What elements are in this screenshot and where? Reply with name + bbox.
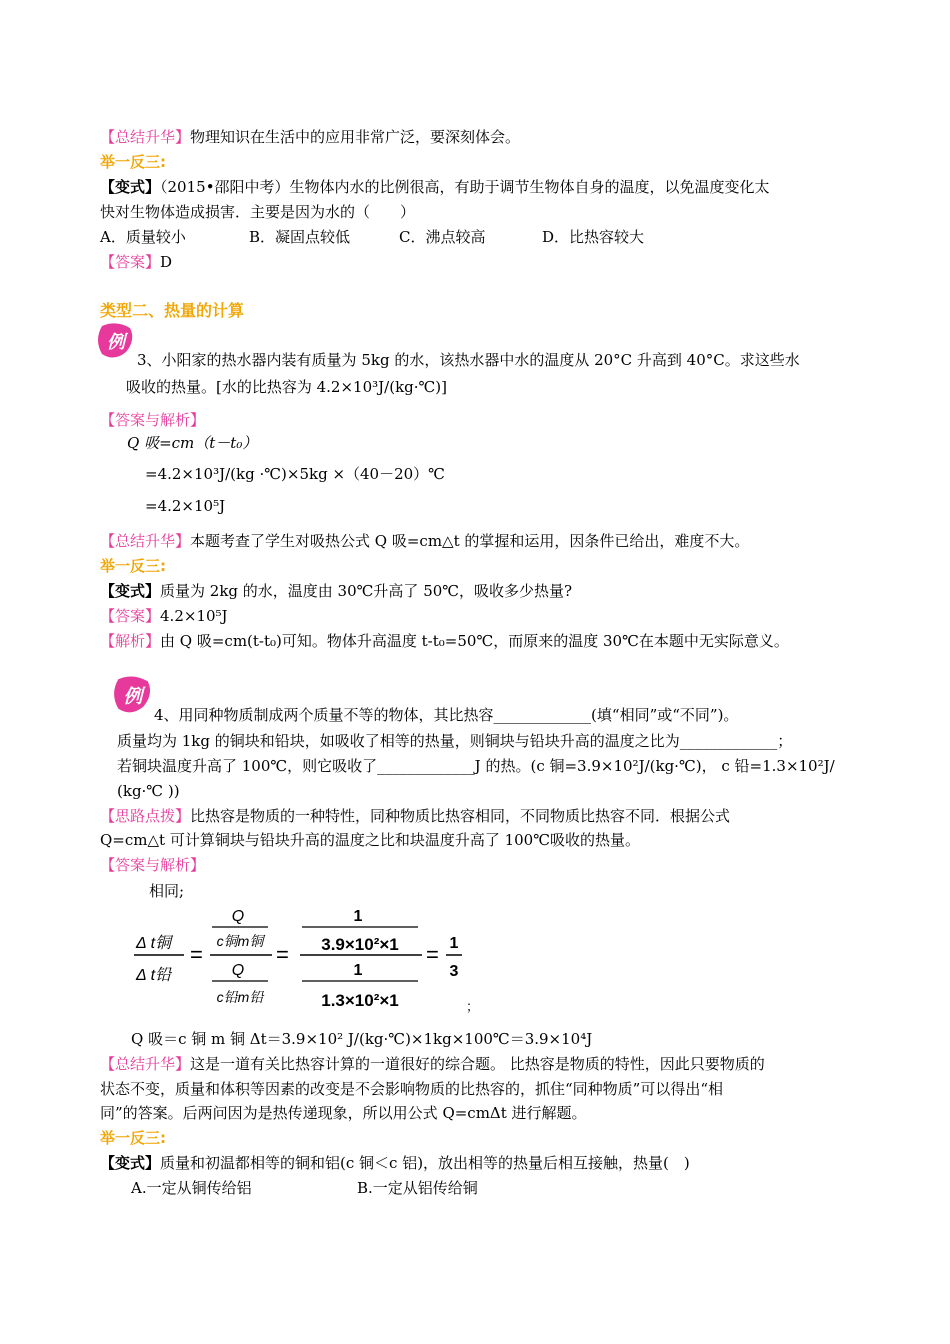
denominator-lead: 1.3×10²×1 xyxy=(321,991,399,1010)
options-row xyxy=(100,227,645,247)
variant-tag: 【变式】 xyxy=(100,582,161,600)
ex4-variant xyxy=(100,1153,690,1173)
hint-tag: 【思路点拨】 xyxy=(100,807,191,825)
juyi-heading: 举一反三: xyxy=(100,557,166,575)
c-m-lead: c铅m铅 xyxy=(216,989,264,1005)
answer-tag: 【答案】 xyxy=(100,607,161,625)
variant-tag: 【变式】 xyxy=(100,178,161,196)
denominator-copper: 3.9×10²×1 xyxy=(321,935,399,954)
ex4-answer-tag: 【答案与解析】 xyxy=(100,856,206,874)
variant-line-2: 快对生物体造成损害．主要是因为水的（ ） xyxy=(100,203,416,221)
ex3-summary xyxy=(100,531,749,551)
ex3-eq-2: =4.2×10³J/(kg ·℃)×5kg ×（40－20）℃ xyxy=(145,465,445,483)
variant-text: 质量和初温都相等的铜和铝(c 铜＜c 铝)，放出相等的热量后相互接触，热量( ) xyxy=(160,1154,690,1172)
c-m-copper: c铜m铜 xyxy=(216,933,264,949)
ex4-summary xyxy=(100,1054,765,1074)
delta-t-copper: Δ t铜 xyxy=(136,935,172,952)
variant-text: （2015•邵阳中考）生物体内水的比例很高，有助于调节生物体自身的温度，以免温度变化太 xyxy=(160,178,770,196)
analysis-tag: 【解析】 xyxy=(100,632,161,650)
ex4-summary-3: 同”的答案。后两问因为是热传递现象，所以用公式 Q=cmΔt 进行解题。 xyxy=(100,1104,587,1122)
option-a: A．质量较小 xyxy=(100,228,186,246)
svg-text:例: 例 xyxy=(107,332,125,353)
ex3-line-2: 吸收的热量。[水的比热容为 4.2×10³J/(kg·℃)] xyxy=(126,378,448,396)
svg-text:例: 例 xyxy=(123,685,143,708)
result-numerator: 1 xyxy=(449,935,459,952)
hint-text: 比热容是物质的一种特性，同种物质比热容相同，不同物质比热容不同．根据公式 xyxy=(190,807,731,825)
ex3-line-1: 3、小阳家的热水器内装有质量为 5kg 的水，该热水器中水的温度从 20°C 升高到 40°C。求这些水 xyxy=(137,351,800,369)
ex4-line-3: 若铜块温度升高了 100℃，则它吸收了_____________J 的热。(c 铜=3.9×10²J/(kg·℃)， c 铅=1.3×10²J/ xyxy=(117,757,835,775)
svg-text:=: = xyxy=(190,942,203,967)
ex3-variant xyxy=(100,581,572,601)
juyi-heading: 举一反三: xyxy=(100,1129,166,1147)
option-d: D．比热容较大 xyxy=(542,228,645,246)
example-badge-icon xyxy=(96,322,136,362)
answer-line xyxy=(100,252,172,272)
result-denominator: 3 xyxy=(449,963,459,980)
summary-tag: 【总结升华】 xyxy=(100,128,191,146)
ex4-option-b: B.一定从铝传给铜 xyxy=(357,1179,478,1197)
summary-text: 物理知识在生活中的应用非常广泛，要深刻体会。 xyxy=(190,128,521,146)
ex3-answer xyxy=(100,606,228,626)
ex4-option-a: A.一定从铜传给铝 xyxy=(131,1179,252,1197)
answer-text: 4.2×10⁵J xyxy=(160,607,228,625)
option-c: C．沸点较高 xyxy=(399,228,486,246)
ex4-hint-2: Q=cm△t 可计算铜块与铅块升高的温度之比和块温度升高了 100℃吸收的热量。 xyxy=(100,831,641,849)
variant-text: 质量为 2kg 的水，温度由 30℃升高了 50℃，吸收多少热量? xyxy=(160,582,573,600)
ex4-line-1: 4、用同种物质制成两个质量不等的物体，其比热容_____________(填“相同”或“不同”)。 xyxy=(154,706,739,724)
juyi-heading: 举一反三: xyxy=(100,153,166,171)
summary-tag: 【总结升华】 xyxy=(100,1055,191,1073)
summary-text: 本题考查了学生对吸热公式 Q 吸=cm△t 的掌握和运用，因条件已给出，难度不大。 xyxy=(190,532,750,550)
variant-line xyxy=(100,177,770,197)
section-title: 类型二、热量的计算 xyxy=(100,301,245,320)
answer-text: D xyxy=(160,253,173,271)
summary-tag: 【总结升华】 xyxy=(100,532,191,550)
svg-text:=: = xyxy=(426,942,439,967)
numerator-one-b: 1 xyxy=(353,962,363,979)
ex4-q-line: Q 吸＝c 铜 m 铜 Δt＝3.9×10² J/(kg·℃)×1kg×100℃＝3.9×10⁴J xyxy=(131,1030,593,1048)
ex4-answer-first: 相同; xyxy=(149,882,185,900)
analysis-text: 由 Q 吸=cm(t-t₀)可知。物体升高温度 t-t₀=50℃，而原来的温度 30℃在本题中无实际意义。 xyxy=(160,632,789,650)
svg-text:=: = xyxy=(276,942,289,967)
summary-text: 这是一道有关比热容计算的一道很好的综合题。 比热容是物质的特性，因此只要物质的 xyxy=(190,1055,765,1073)
ex4-summary-2: 状态不变，质量和体积等因素的改变是不会影响物质的比热容的，抓住“同种物质”可以得出“相 xyxy=(100,1080,724,1098)
semicolon: ； xyxy=(466,999,480,1014)
ex4-hint xyxy=(100,806,730,826)
ex3-eq-1: Q 吸=cm（t－t₀） xyxy=(127,434,258,452)
ex3-eq-3: =4.2×10⁵J xyxy=(145,497,226,515)
ex3-answer-tag: 【答案与解析】 xyxy=(100,411,206,429)
numerator-q: Q xyxy=(231,908,245,925)
numerator-one: 1 xyxy=(353,908,363,925)
ex3-analysis xyxy=(100,631,789,651)
ratio-equation xyxy=(130,898,490,1018)
denominator-q: Q xyxy=(231,962,245,979)
summary-line xyxy=(100,127,520,147)
example-badge-icon xyxy=(112,675,154,717)
delta-t-lead: Δ t铅 xyxy=(136,967,172,984)
answer-tag: 【答案】 xyxy=(100,253,161,271)
option-b: B．凝固点较低 xyxy=(249,228,351,246)
ex4-line-2: 质量均为 1kg 的铜块和铅块，如吸收了相等的热量，则铜块与铅块升高的温度之比为_____________； xyxy=(117,732,793,750)
variant-tag: 【变式】 xyxy=(100,1154,161,1172)
ex4-line-4: (kg·℃ )) xyxy=(117,782,180,800)
